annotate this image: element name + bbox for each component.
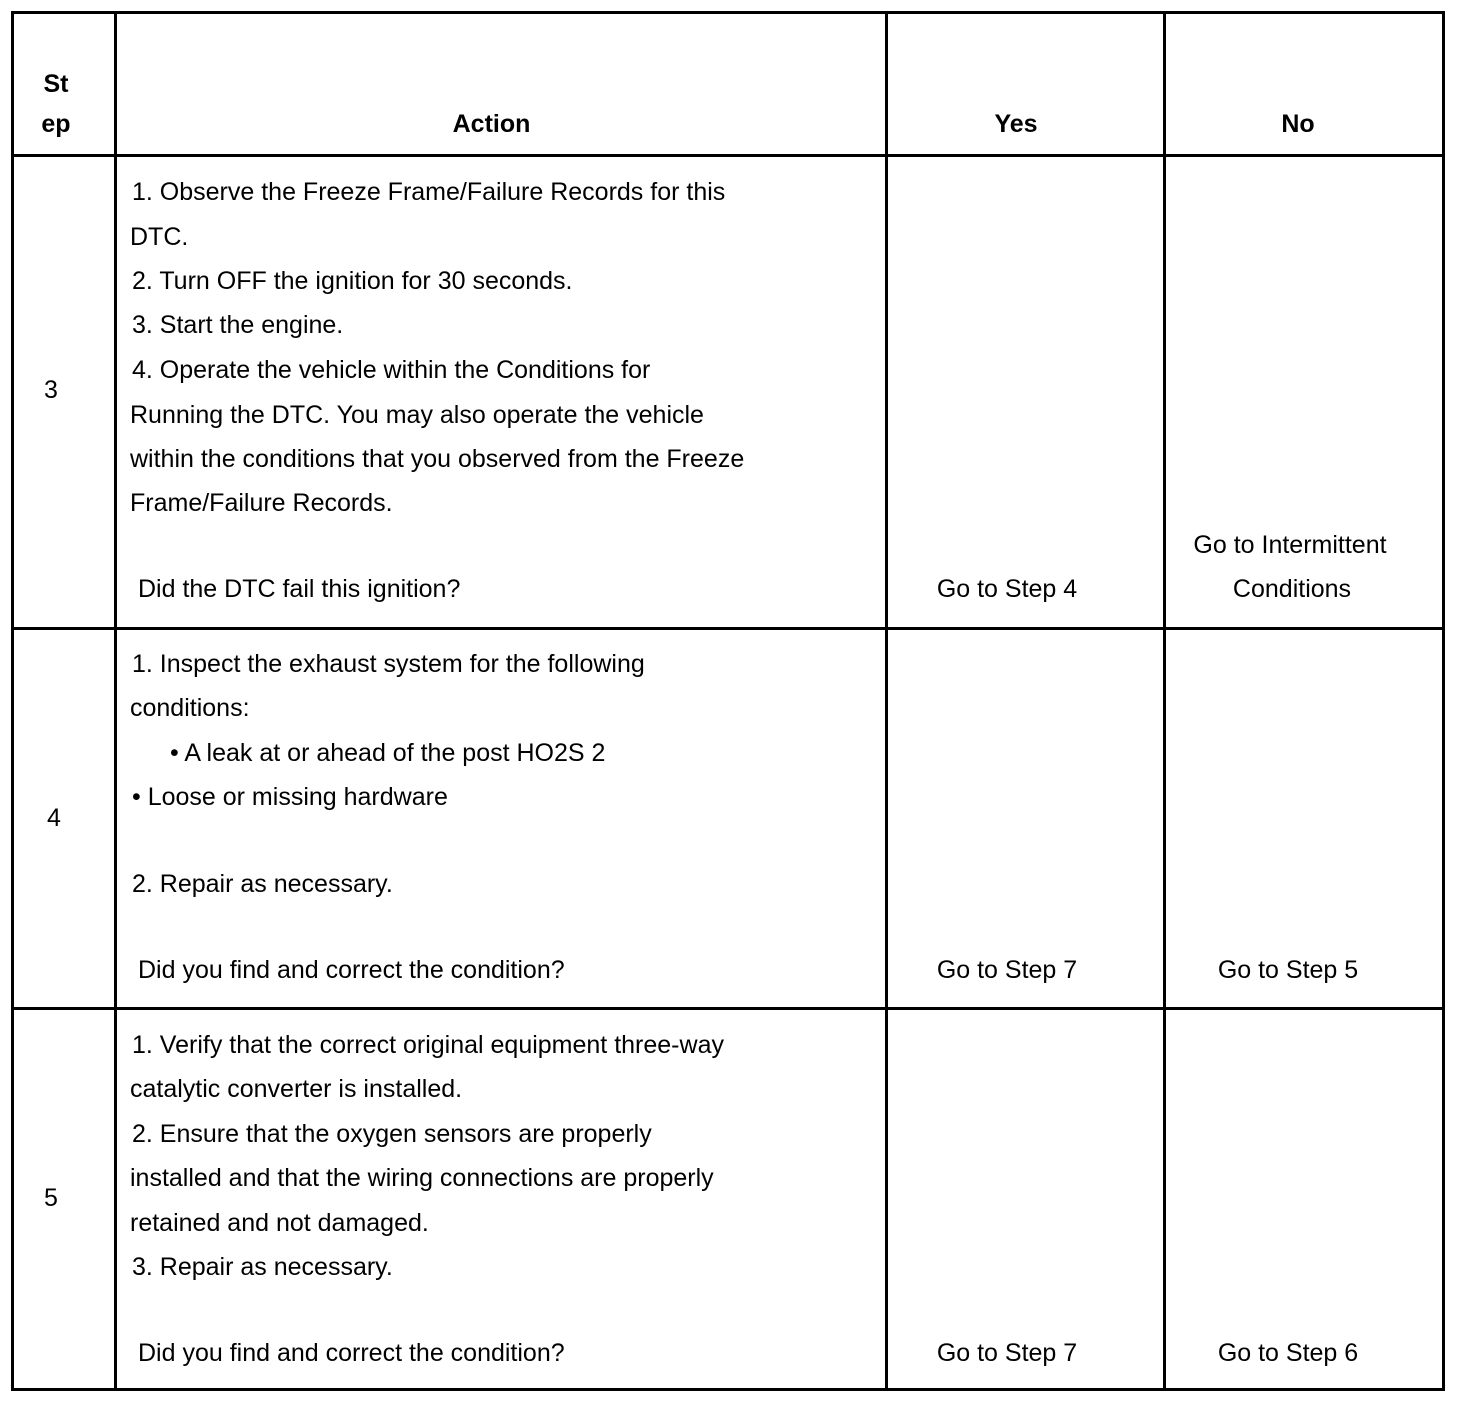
action-line: Running the DTC. You may also operate the vehicle — [130, 401, 704, 429]
no-result: Go to Step 5 — [1217, 956, 1359, 984]
action-line: within the conditions that you observed from the Freeze — [130, 445, 745, 473]
action-line: 2. Turn OFF the ignition for 30 seconds. — [132, 267, 573, 295]
action-line: retained and not damaged. — [130, 1209, 429, 1237]
action-line: 1. Inspect the exhaust system for the following — [132, 650, 645, 678]
header-step-line-1: St — [43, 70, 69, 98]
question: Did you find and correct the condition? — [138, 1339, 565, 1367]
action-line: 2. Repair as necessary. — [132, 870, 393, 898]
row-divider — [14, 1007, 1442, 1010]
yes-result: Go to Step 7 — [936, 1339, 1078, 1367]
action-line: 3. Start the engine. — [132, 311, 344, 339]
action-line: conditions: — [130, 694, 250, 722]
action-line: 1. Verify that the correct original equipment three-way — [132, 1031, 724, 1059]
yes-result: Go to Step 7 — [936, 956, 1078, 984]
step-number: 3 — [44, 376, 58, 404]
action-line: 1. Observe the Freeze Frame/Failure Records for this — [132, 178, 726, 206]
column-divider — [1163, 14, 1166, 1388]
step-number: 5 — [44, 1184, 58, 1212]
no-result: Go to Step 6 — [1217, 1339, 1359, 1367]
question: Did you find and correct the condition? — [138, 956, 565, 984]
no-result-line-1: Go to Intermittent — [1193, 531, 1387, 559]
header-no: No — [1281, 110, 1315, 138]
row-divider — [14, 627, 1442, 630]
action-line: DTC. — [130, 223, 189, 251]
header-action: Action — [452, 110, 531, 138]
action-line: catalytic converter is installed. — [130, 1075, 463, 1103]
bullet-item: • Loose or missing hardware — [132, 783, 448, 811]
action-line: 4. Operate the vehicle within the Conditions for — [132, 356, 651, 384]
action-line: 3. Repair as necessary. — [132, 1253, 393, 1281]
row-divider — [14, 154, 1442, 157]
column-divider — [885, 14, 888, 1388]
action-line: 2. Ensure that the oxygen sensors are properly — [132, 1120, 652, 1148]
action-line: installed and that the wiring connections are properly — [130, 1164, 714, 1192]
no-result-line-2: Conditions — [1232, 575, 1352, 603]
yes-result: Go to Step 4 — [936, 575, 1078, 603]
action-line: Frame/Failure Records. — [130, 489, 393, 517]
question: Did the DTC fail this ignition? — [138, 575, 461, 603]
bullet-item: • A leak at or ahead of the post HO2S 2 — [170, 739, 606, 767]
header-yes: Yes — [994, 110, 1038, 138]
header-step-line-2: ep — [41, 110, 71, 138]
column-divider — [114, 14, 117, 1388]
step-number: 4 — [47, 804, 61, 832]
